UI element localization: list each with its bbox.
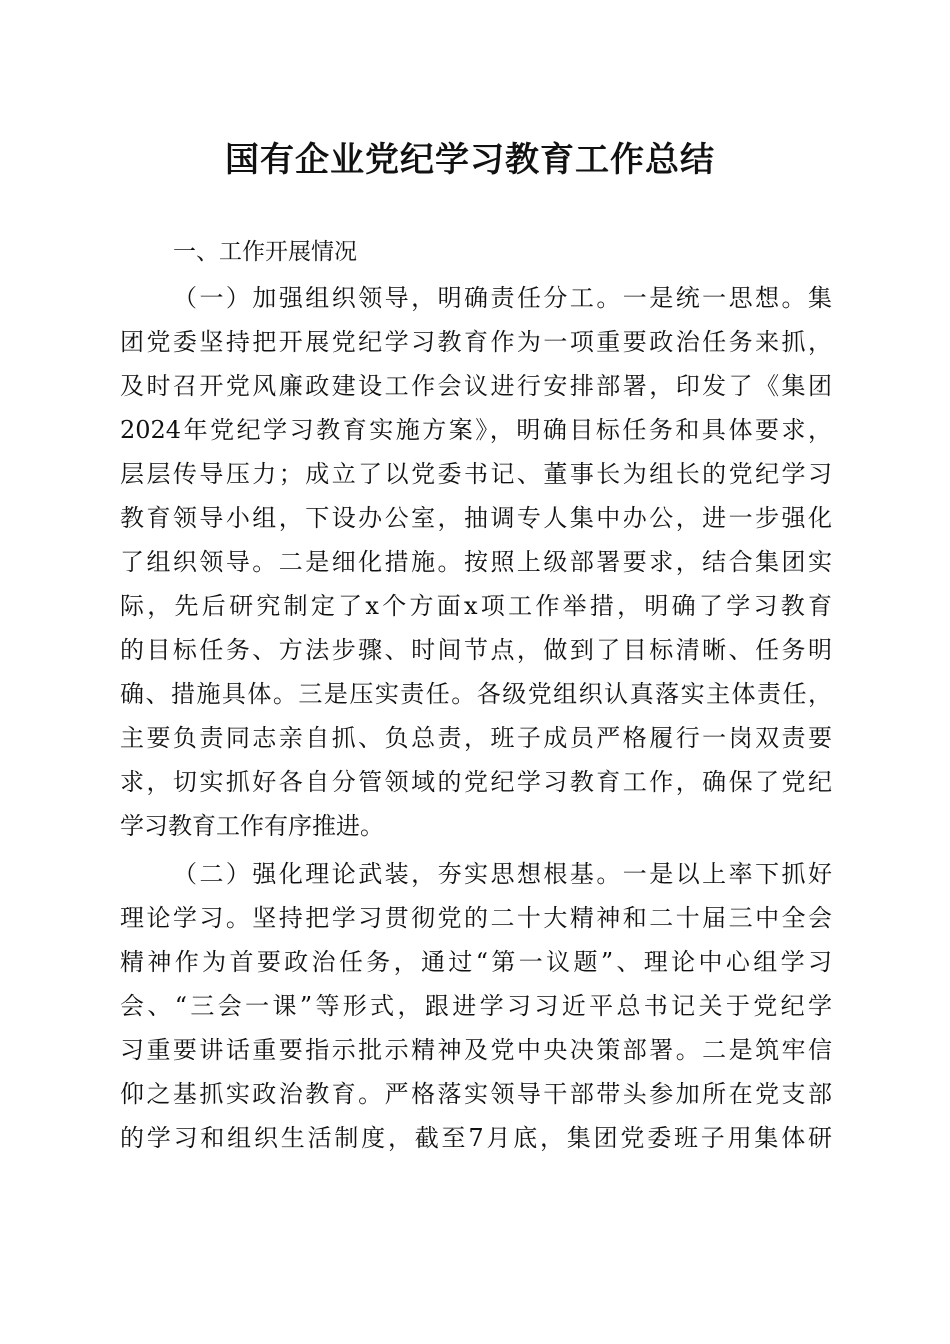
paragraph-line: 习重要讲话重要指示批示精神及党中央决策部署。二是筑牢信 xyxy=(120,1036,832,1064)
paragraph-line: 精神作为首要政治任务，通过“第一议题”、理论中心组学习 xyxy=(120,948,832,976)
paragraph-line: （二）强化理论武装，夯实思想根基。一是以上率下抓好 xyxy=(173,860,832,888)
paragraph-line: （一）加强组织领导，明确责任分工。一是统一思想。集 xyxy=(173,284,832,312)
paragraph-line: 的目标任务、方法步骤、时间节点，做到了目标清晰、任务明 xyxy=(120,636,832,664)
paragraph-line: 求，切实抓好各自分管领域的党纪学习教育工作，确保了党纪 xyxy=(120,768,832,796)
paragraph-line: 理论学习。坚持把学习贯彻党的二十大精神和二十届三中全会 xyxy=(120,904,832,932)
paragraph-line: 确、措施具体。三是压实责任。各级党组织认真落实主体责任， xyxy=(120,680,832,708)
paragraph-line: 主要负责同志亲自抓、负总责，班子成员严格履行一岗双责要 xyxy=(120,724,832,752)
paragraph-line: 2024年党纪学习教育实施方案》，明确目标任务和具体要求， xyxy=(120,416,832,444)
paragraph-line: 会、“三会一课”等形式，跟进学习习近平总书记关于党纪学 xyxy=(120,992,832,1020)
paragraph-line: 了组织领导。二是细化措施。按照上级部署要求，结合集团实 xyxy=(120,548,832,576)
paragraph-line: 层层传导压力；成立了以党委书记、董事长为组长的党纪学习 xyxy=(120,460,832,488)
paragraph-line: 际，先后研究制定了x个方面x项工作举措，明确了学习教育 xyxy=(120,592,832,620)
section-heading: 一、工作开展情况 xyxy=(173,239,357,265)
paragraph-line: 教育领导小组，下设办公室，抽调专人集中办公，进一步强化 xyxy=(120,504,832,532)
paragraph-line: 团党委坚持把开展党纪学习教育作为一项重要政治任务来抓， xyxy=(120,328,832,356)
paragraph-line: 及时召开党风廉政建设工作会议进行安排部署，印发了《集团 xyxy=(120,372,832,400)
paragraph-line: 的学习和组织生活制度，截至7月底，集团党委班子用集体研 xyxy=(120,1124,832,1152)
document-title: 国有企业党纪学习教育工作总结 xyxy=(225,140,715,180)
paragraph-line: 学习教育工作有序推进。 xyxy=(120,812,384,840)
paragraph-line: 仰之基抓实政治教育。严格落实领导干部带头参加所在党支部 xyxy=(120,1080,832,1108)
